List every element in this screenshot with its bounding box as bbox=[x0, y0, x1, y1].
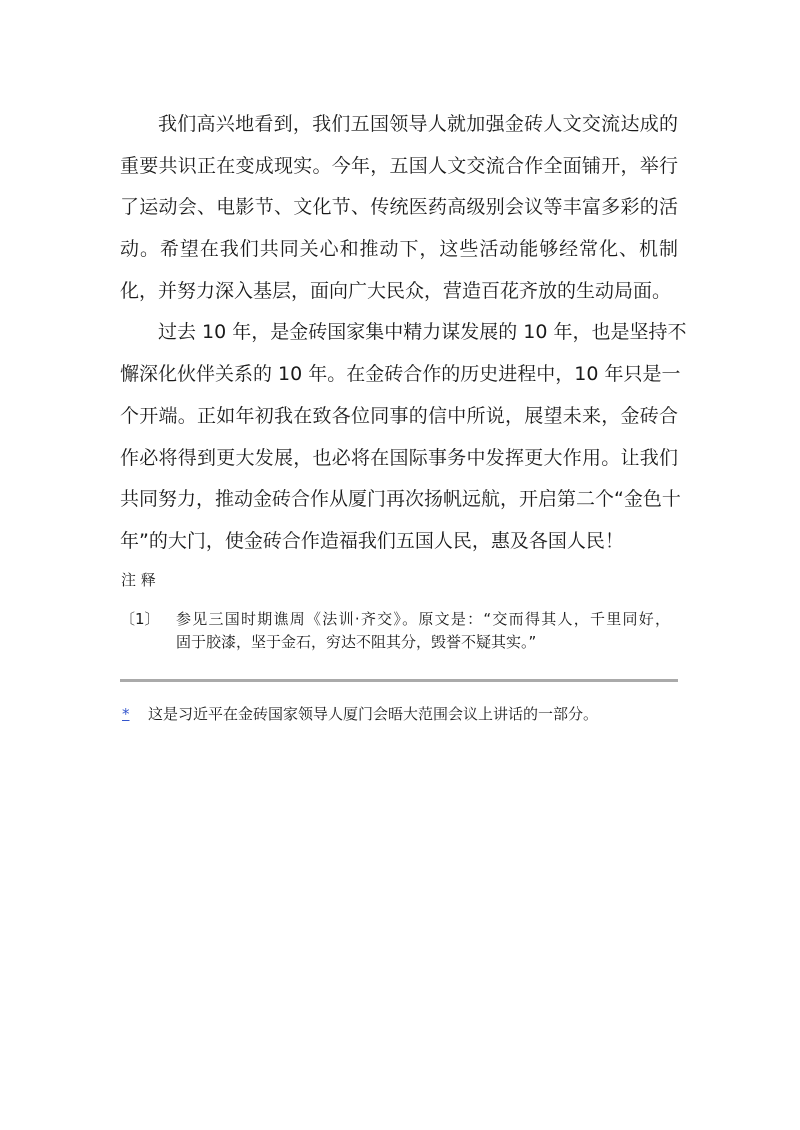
paragraph bbox=[120, 312, 687, 562]
body-text bbox=[120, 104, 687, 563]
body-line: 了运动会、电影节、文化节、传统医药高级别会议等丰富多彩的活 bbox=[120, 196, 678, 219]
body-line: 我们高兴地看到，我们五国领导人就加强金砖人文交流达成的 bbox=[158, 113, 678, 135]
body-line: 作必将得到更大发展，也必将在国际事务中发挥更大作用。让我们 bbox=[120, 446, 678, 469]
note-line: 参见三国时期谯周《法训·齐交》。原文是：“交而得其人，千里同好， bbox=[176, 610, 670, 628]
paragraph bbox=[120, 104, 678, 312]
body-line: 年”的大门，使金砖合作造福我们五国人民，惠及各国人民！ bbox=[120, 529, 624, 552]
body-line: 化，并努力深入基层，面向广大民众，营造百花齐放的生动局面。 bbox=[120, 279, 672, 302]
body-line: 动。希望在我们共同关心和推动下，这些活动能够经常化、机制 bbox=[120, 238, 678, 261]
notes-heading: 注 释 bbox=[121, 571, 156, 589]
footnote-link[interactable]: * bbox=[122, 705, 130, 723]
note-line: 固于胶漆，坚于金石，穷达不阻其分，毁誉不疑其实。” bbox=[176, 633, 537, 651]
body-line: 过去 10 年，是金砖国家集中精力谋发展的 10 年，也是坚持不 bbox=[158, 321, 687, 344]
footnote-text: 这是习近平在金砖国家领导人厦门会晤大范围会议上讲话的一部分。 bbox=[148, 705, 599, 723]
body-line: 重要共识正在变成现实。今年，五国人文交流合作全面铺开，举行 bbox=[120, 154, 678, 177]
body-line: 个开端。正如年初我在致各位同事的信中所说，展望未来，金砖合 bbox=[120, 404, 678, 427]
note-marker: 〔1〕 bbox=[120, 610, 160, 628]
footnote-divider bbox=[120, 679, 678, 682]
body-line: 懈深化伙伴关系的 10 年。在金砖合作的历史进程中，10 年只是一 bbox=[120, 363, 681, 386]
body-line: 共同努力，推动金砖合作从厦门再次扬帆远航，开启第二个“金色十 bbox=[120, 488, 681, 511]
note-text bbox=[176, 608, 670, 654]
